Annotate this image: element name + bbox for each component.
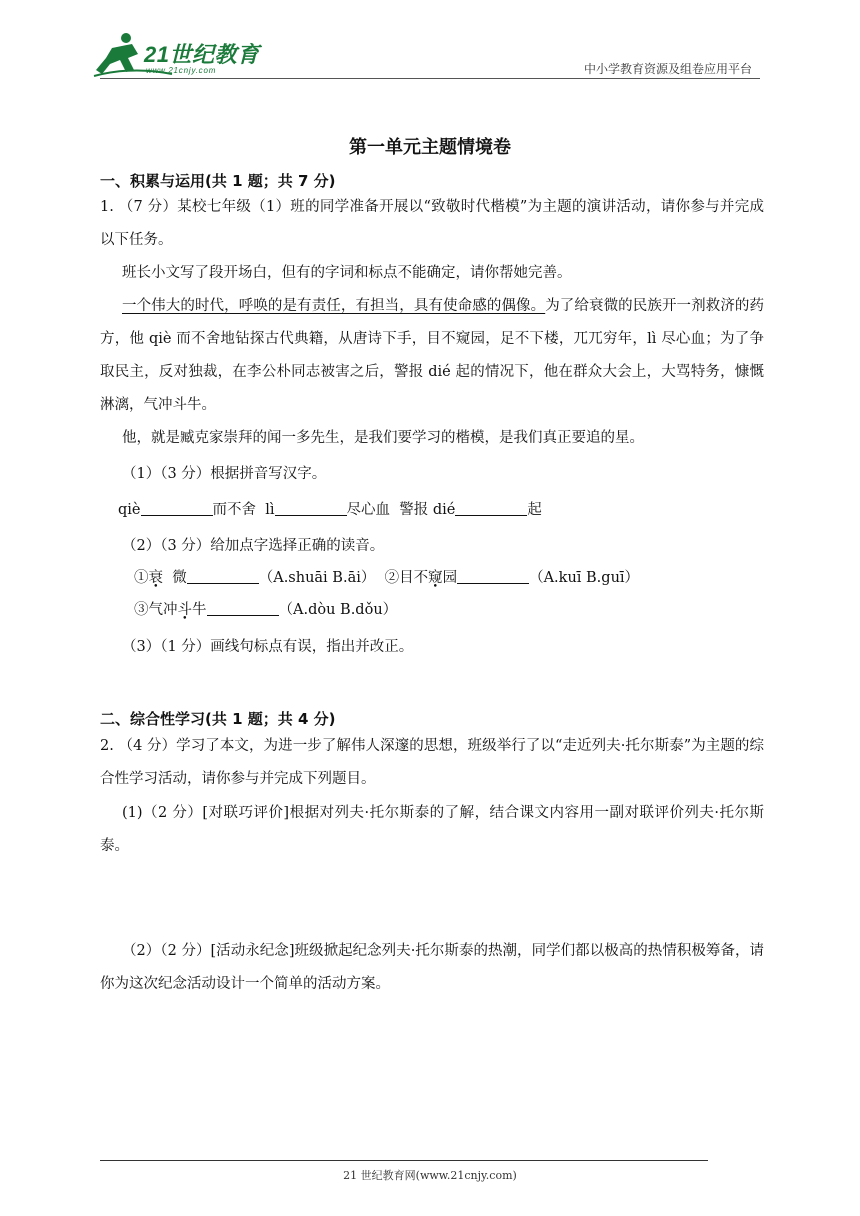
q2-sub2: （2）（2 分）[活动永纪念]班级掀起纪念列夫·托尔斯泰的热潮，同学们都以极高的热情积极筹备，请你为这次纪念活动设计一个简单的活动方案。	[100, 943, 764, 992]
answer-blank[interactable]	[455, 501, 527, 516]
page-footer: 21 世纪教育网(www.21cnjy.com)	[343, 1169, 517, 1182]
q1-sub2: （2）（3 分）给加点字选择正确的读音。	[122, 538, 385, 554]
underlined-sentence: 一个伟大的时代，呼唤的是有责任，有担当，具有使命感的偶像。	[122, 298, 546, 314]
q2-sub1: (1)（2 分）[对联巧评价]根据对列夫·托尔斯泰的了解，结合课文内容用一副对联评价列夫·托尔斯泰。	[100, 805, 764, 854]
page-header	[0, 0, 860, 90]
header-divider	[100, 78, 760, 79]
reading-options-row-1: ①衰 微 （A.shuāi B.āi） ②目不窥园 （A.kuī B.guī）	[134, 570, 640, 586]
q1-passage	[100, 290, 764, 422]
answer-blank[interactable]	[187, 569, 259, 584]
q1-sub3: （3）（1 分）画线句标点有误，指出并改正。	[122, 639, 414, 655]
answer-blank[interactable]	[457, 569, 529, 584]
q2-intro: 2. （4 分）学习了本文，为进一步了解伟人深邃的思想，班级举行了以“走近列夫·托尔斯泰”为主题的综合性学习活动，请你参与并完成下列题目。	[100, 738, 764, 787]
reading-options-row-2: ③气冲斗牛 （A.dòu B.dǒu）	[134, 602, 398, 618]
q1-sub1: （1）（3 分）根据拼音写汉字。	[122, 466, 327, 482]
platform-name: 中小学教育资源及组卷应用平台	[583, 62, 752, 76]
q1-intro: 1. （7 分）某校七年级（1）班的同学准备开展以“致敬时代楷模”为主题的演讲活动，请你参与并完成以下任务。	[100, 199, 764, 248]
passage-rest: 为了给衰微的民族开一剂救济的药方，他 qiè 而不舍地钻探古代典籍，从唐诗下手，目不窥园，足不下楼，兀兀穷年，lì 尽心血；为了争取民主，反对独裁，在李公朴同志被害之后，警报 dié 起的情况下，他在群众大会上，大骂特务，慷慨淋漓，气冲斗牛。	[100, 298, 765, 413]
answer-blank[interactable]	[207, 601, 279, 616]
answer-blank[interactable]	[275, 501, 347, 516]
page-title: 第一单元主题情境卷	[349, 137, 511, 158]
logo-text: 21世纪教育	[144, 42, 260, 67]
logo-url: www.21cnjy.com	[146, 66, 217, 75]
answer-blank[interactable]	[141, 501, 213, 516]
section-heading-2: 二、综合性学习(共 1 题；共 4 分)	[100, 710, 336, 728]
q1-passage-2: 他，就是臧克家崇拜的闻一多先生，是我们要学习的楷模，是我们真正要追的星。	[122, 430, 644, 446]
pinyin-fill-line: qiè 而不舍 lì 尽心血 警报 dié 起	[118, 502, 542, 518]
footer-divider	[100, 1160, 708, 1161]
q1-lead: 班长小文写了段开场白，但有的字词和标点不能确定，请你帮她完善。	[122, 265, 572, 281]
section-heading-1: 一、积累与运用(共 1 题；共 7 分)	[100, 172, 336, 190]
